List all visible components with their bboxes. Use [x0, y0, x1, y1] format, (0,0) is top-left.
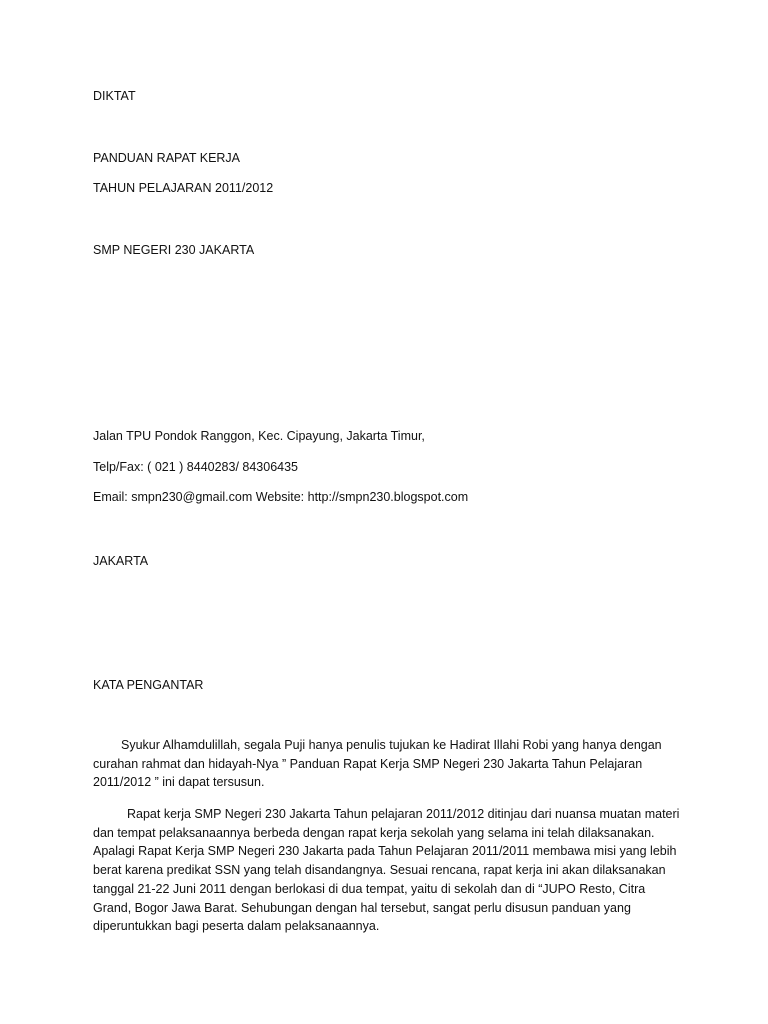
foreword-paragraph-1: Syukur Alhamdulillah, segala Puji hanya penulis tujukan ke Hadirat Illahi Robi yang hanya dengan curahan rahmat dan hidayah-Nya ” Panduan Rapat Kerja SMP Negeri 230 Jakarta Tahun Pelajaran 2011/2012 ” ini dapat tersusun.: [93, 738, 662, 790]
city-label: JAKARTA: [93, 554, 149, 568]
document-title: PANDUAN RAPAT KERJA: [93, 151, 241, 165]
header-label: DIKTAT: [93, 89, 136, 103]
academic-year: TAHUN PELAJARAN 2011/2012: [93, 181, 274, 195]
school-name: SMP NEGERI 230 JAKARTA: [93, 243, 255, 257]
school-phone: Telp/Fax: ( 021 ) 8440283/ 84306435: [93, 460, 299, 474]
section-heading: KATA PENGANTAR: [93, 678, 204, 692]
school-contact: Email: smpn230@gmail.com Website: http://smpn230.blogspot.com: [93, 490, 469, 504]
foreword-paragraph-2: Rapat kerja SMP Negeri 230 Jakarta Tahun pelajaran 2011/2012 ditinjau dari nuansa muatan materi dan tempat pelaksanaannya berbeda dengan rapat kerja sekolah yang selama ini telah dilaksanakan. Apalagi Rapat Kerja SMP Negeri 230 Jakarta pada Tahun Pelajaran 2011/2011 membawa misi yang lebih berat karena predikat SSN yang telah disandangnya. Sesuai rencana, rapat kerja ini akan dilaksanakan tanggal 21-22 Juni 2011 dengan berlokasi di dua tempat, yaitu di sekolah dan di “JUPO Resto, Citra Grand, Bogor Jawa Barat. Sehubungan dengan hal tersebut, sangat perlu disusun panduan yang diperuntukkan bagi peserta dalam pelaksanaannya.: [93, 807, 680, 934]
school-address: Jalan TPU Pondok Ranggon, Kec. Cipayung, Jakarta Timur,: [93, 429, 425, 443]
